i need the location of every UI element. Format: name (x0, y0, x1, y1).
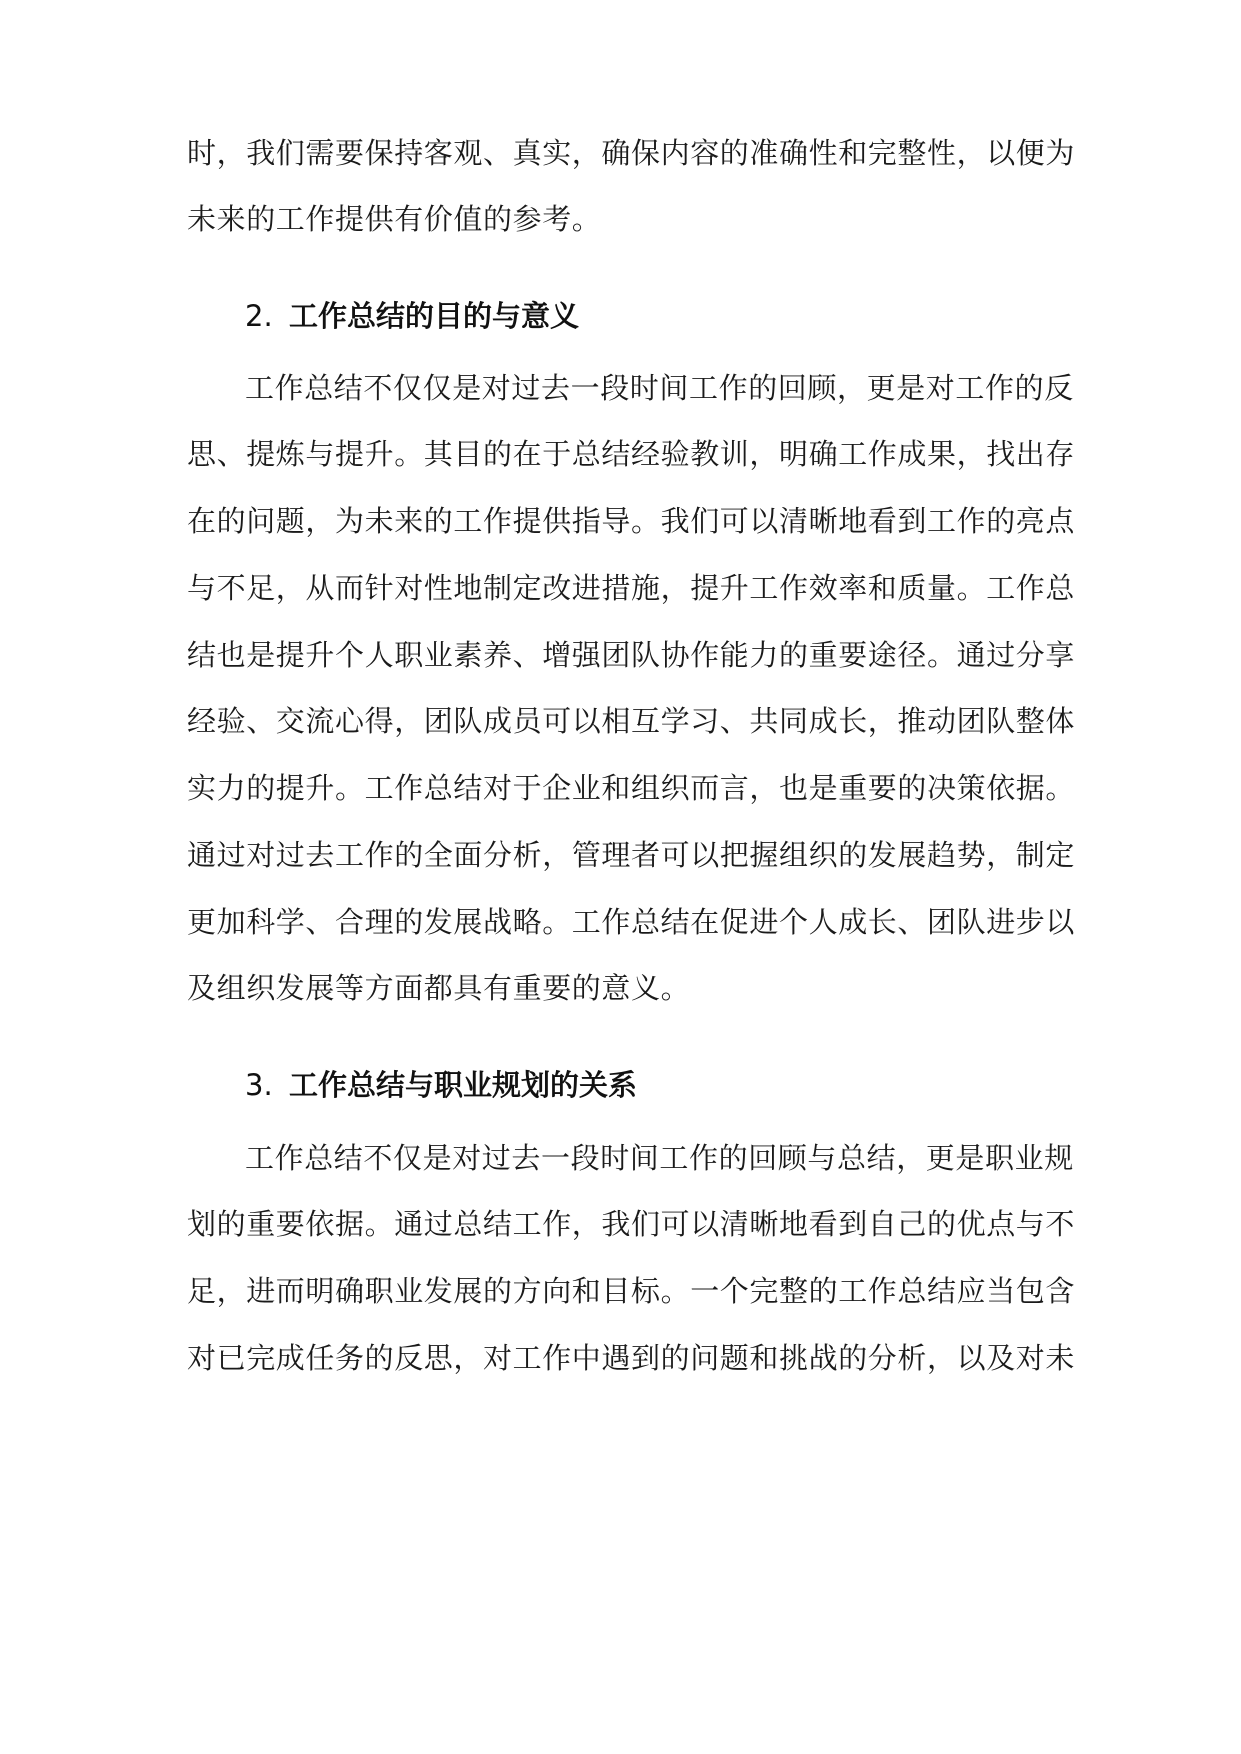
section-title: 工作总结与职业规划的关系 (289, 1068, 638, 1102)
section-title: 工作总结的目的与意义 (289, 299, 580, 333)
section-number: 2. (245, 299, 273, 333)
paragraph-line: 与不足，从而针对性地制定改进措施，提升工作效率和质量。工作总 (187, 571, 1076, 605)
paragraph-line: 足，进而明确职业发展的方向和目标。一个完整的工作总结应当包含 (187, 1274, 1076, 1308)
paragraph-line: 实力的提升。工作总结对于企业和组织而言，也是重要的决策依据。 (187, 771, 1076, 805)
paragraph-line: 及组织发展等方面都具有重要的意义。 (187, 971, 691, 1005)
paragraph-line: 划的重要依据。通过总结工作，我们可以清晰地看到自己的优点与不 (187, 1207, 1076, 1241)
paragraph-line: 经验、交流心得，团队成员可以相互学习、共同成长，推动团队整体 (187, 704, 1076, 738)
paragraph-line: 时，我们需要保持客观、真实，确保内容的准确性和完整性，以便为 (187, 136, 1076, 170)
paragraph-line: 未来的工作提供有价值的参考。 (187, 202, 602, 236)
section-heading (245, 1065, 637, 1105)
paragraph-line: 在的问题，为未来的工作提供指导。我们可以清晰地看到工作的亮点 (187, 504, 1076, 538)
paragraph-line: 通过对过去工作的全面分析，管理者可以把握组织的发展趋势，制定 (187, 838, 1076, 872)
paragraph-line: 结也是提升个人职业素养、增强团队协作能力的重要途径。通过分享 (187, 638, 1076, 672)
paragraph-line: 工作总结不仅是对过去一段时间工作的回顾与总结，更是职业规 (245, 1141, 1074, 1175)
paragraph-line: 思、提炼与提升。其目的在于总结经验教训，明确工作成果，找出存 (187, 437, 1076, 471)
paragraph-line: 工作总结不仅仅是对过去一段时间工作的回顾，更是对工作的反 (245, 371, 1074, 405)
section-number: 3. (245, 1068, 273, 1102)
paragraph-line: 更加科学、合理的发展战略。工作总结在促进个人成长、团队进步以 (187, 905, 1076, 939)
section-heading (245, 296, 579, 336)
paragraph-line: 对已完成任务的反思，对工作中遇到的问题和挑战的分析，以及对未 (187, 1341, 1076, 1375)
